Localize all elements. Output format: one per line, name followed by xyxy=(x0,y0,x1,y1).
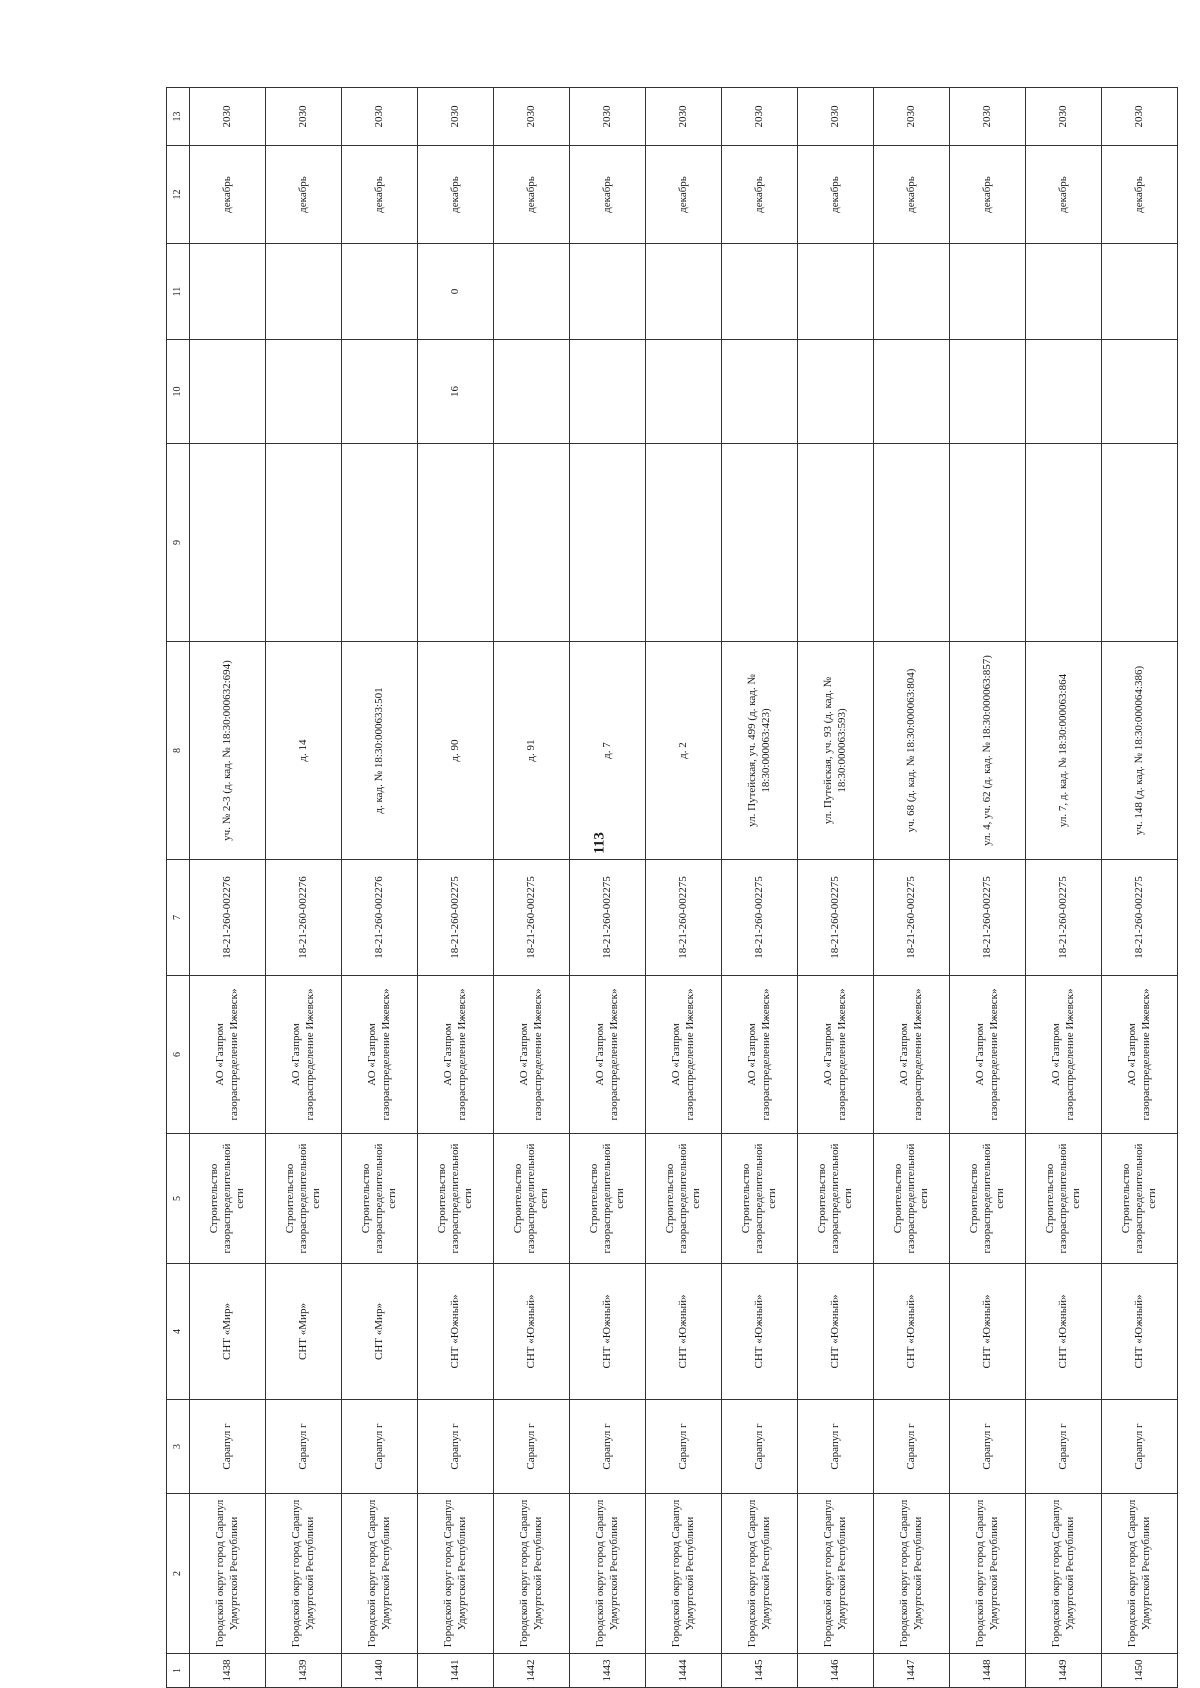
month-cell: декабрь xyxy=(798,146,874,244)
snt-cell: СНТ «Южный» xyxy=(1026,1264,1102,1400)
organization-cell: АО «Газпром газораспределение Ижевск» xyxy=(342,976,418,1134)
address-cell: д. 2 xyxy=(646,642,722,860)
row-number: 1438 xyxy=(190,1654,266,1688)
registry-code-cell: 18-21-260-002275 xyxy=(722,860,798,976)
column-10-cell xyxy=(570,340,646,444)
address-cell: уч. 68 (д. кад. № 18:30:000063:804) xyxy=(874,642,950,860)
city-cell: Сарапул г xyxy=(570,1400,646,1494)
column-10-cell xyxy=(266,340,342,444)
address-cell: д. кад. № 18:30:000633:501 xyxy=(342,642,418,860)
city-cell: Сарапул г xyxy=(874,1400,950,1494)
snt-cell: СНТ «Мир» xyxy=(342,1264,418,1400)
column-number-9: 9 xyxy=(167,444,190,642)
month-cell: декабрь xyxy=(190,146,266,244)
column-9-cell xyxy=(342,444,418,642)
column-9-cell xyxy=(950,444,1026,642)
table-row xyxy=(418,88,494,1688)
column-9-cell xyxy=(722,444,798,642)
address-cell: ул. Путейская, уч. 499 (д. кад. № 18:30:000063:423) xyxy=(722,642,798,860)
registry-code-cell: 18-21-260-002275 xyxy=(418,860,494,976)
column-number-2: 2 xyxy=(167,1494,190,1654)
district-cell: Городской округ город Сарапул Удмуртской Республики xyxy=(874,1494,950,1654)
work-type-cell: Строительство газораспределительной сети xyxy=(1102,1134,1178,1264)
district-cell: Городской округ город Сарапул Удмуртской Республики xyxy=(950,1494,1026,1654)
year-cell: 2030 xyxy=(722,88,798,146)
month-cell: декабрь xyxy=(494,146,570,244)
column-11-cell xyxy=(1026,244,1102,340)
district-cell: Городской округ город Сарапул Удмуртской Республики xyxy=(570,1494,646,1654)
month-cell: декабрь xyxy=(950,146,1026,244)
month-cell: декабрь xyxy=(722,146,798,244)
year-cell: 2030 xyxy=(950,88,1026,146)
column-9-cell xyxy=(874,444,950,642)
column-10-cell xyxy=(342,340,418,444)
district-cell: Городской округ город Сарапул Удмуртской Республики xyxy=(418,1494,494,1654)
snt-cell: СНТ «Южный» xyxy=(418,1264,494,1400)
address-cell: д. 91 xyxy=(494,642,570,860)
work-type-cell: Строительство газораспределительной сети xyxy=(646,1134,722,1264)
column-10-cell: 16 xyxy=(418,340,494,444)
column-9-cell xyxy=(798,444,874,642)
row-number: 1447 xyxy=(874,1654,950,1688)
year-cell: 2030 xyxy=(1102,88,1178,146)
snt-cell: СНТ «Южный» xyxy=(798,1264,874,1400)
table-container xyxy=(166,88,1178,1688)
registry-code-cell: 18-21-260-002275 xyxy=(874,860,950,976)
column-10-cell xyxy=(190,340,266,444)
column-10-cell xyxy=(1102,340,1178,444)
column-11-cell xyxy=(950,244,1026,340)
table-row xyxy=(342,88,418,1688)
city-cell: Сарапул г xyxy=(646,1400,722,1494)
registry-code-cell: 18-21-260-002275 xyxy=(1102,860,1178,976)
organization-cell: АО «Газпром газораспределение Ижевск» xyxy=(1102,976,1178,1134)
table-row xyxy=(950,88,1026,1688)
year-cell: 2030 xyxy=(342,88,418,146)
organization-cell: АО «Газпром газораспределение Ижевск» xyxy=(950,976,1026,1134)
month-cell: декабрь xyxy=(1026,146,1102,244)
address-cell: д. 14 xyxy=(266,642,342,860)
column-11-cell xyxy=(798,244,874,340)
address-cell: уч. № 2-3 (д. кад. № 18:30:000632:694) xyxy=(190,642,266,860)
month-cell: декабрь xyxy=(570,146,646,244)
column-10-cell xyxy=(494,340,570,444)
year-cell: 2030 xyxy=(190,88,266,146)
work-type-cell: Строительство газораспределительной сети xyxy=(342,1134,418,1264)
work-type-cell: Строительство газораспределительной сети xyxy=(418,1134,494,1264)
row-number: 1444 xyxy=(646,1654,722,1688)
column-11-cell xyxy=(266,244,342,340)
month-cell: декабрь xyxy=(1102,146,1178,244)
column-11-cell xyxy=(570,244,646,340)
row-number: 1441 xyxy=(418,1654,494,1688)
work-type-cell: Строительство газораспределительной сети xyxy=(1026,1134,1102,1264)
registry-code-cell: 18-21-260-002276 xyxy=(266,860,342,976)
table-body xyxy=(190,88,1178,1688)
year-cell: 2030 xyxy=(266,88,342,146)
snt-cell: СНТ «Южный» xyxy=(494,1264,570,1400)
organization-cell: АО «Газпром газораспределение Ижевск» xyxy=(646,976,722,1134)
table-row xyxy=(1026,88,1102,1688)
organization-cell: АО «Газпром газораспределение Ижевск» xyxy=(266,976,342,1134)
row-number: 1450 xyxy=(1102,1654,1178,1688)
column-number-11: 11 xyxy=(167,244,190,340)
column-11-cell xyxy=(722,244,798,340)
organization-cell: АО «Газпром газораспределение Ижевск» xyxy=(798,976,874,1134)
snt-cell: СНТ «Мир» xyxy=(266,1264,342,1400)
work-type-cell: Строительство газораспределительной сети xyxy=(266,1134,342,1264)
column-11-cell xyxy=(646,244,722,340)
work-type-cell: Строительство газораспределительной сети xyxy=(874,1134,950,1264)
registry-code-cell: 18-21-260-002275 xyxy=(570,860,646,976)
snt-cell: СНТ «Южный» xyxy=(646,1264,722,1400)
year-cell: 2030 xyxy=(798,88,874,146)
column-11-cell xyxy=(874,244,950,340)
month-cell: декабрь xyxy=(418,146,494,244)
column-10-cell xyxy=(798,340,874,444)
column-9-cell xyxy=(190,444,266,642)
city-cell: Сарапул г xyxy=(418,1400,494,1494)
row-number: 1439 xyxy=(266,1654,342,1688)
organization-cell: АО «Газпром газораспределение Ижевск» xyxy=(570,976,646,1134)
work-type-cell: Строительство газораспределительной сети xyxy=(190,1134,266,1264)
organization-cell: АО «Газпром газораспределение Ижевск» xyxy=(494,976,570,1134)
column-9-cell xyxy=(1102,444,1178,642)
column-number-13: 13 xyxy=(167,88,190,146)
column-10-cell xyxy=(722,340,798,444)
column-9-cell xyxy=(1026,444,1102,642)
column-9-cell xyxy=(646,444,722,642)
district-cell: Городской округ город Сарапул Удмуртской Республики xyxy=(722,1494,798,1654)
city-cell: Сарапул г xyxy=(722,1400,798,1494)
address-cell: д. 7 xyxy=(570,642,646,860)
year-cell: 2030 xyxy=(494,88,570,146)
address-cell: ул. 7, д. кад. № 18:30:000063:864 xyxy=(1026,642,1102,860)
organization-cell: АО «Газпром газораспределение Ижевск» xyxy=(874,976,950,1134)
table-row xyxy=(646,88,722,1688)
city-cell: Сарапул г xyxy=(1026,1400,1102,1494)
work-type-cell: Строительство газораспределительной сети xyxy=(570,1134,646,1264)
month-cell: декабрь xyxy=(874,146,950,244)
registry-code-cell: 18-21-260-002275 xyxy=(950,860,1026,976)
snt-cell: СНТ «Южный» xyxy=(950,1264,1026,1400)
column-number-10: 10 xyxy=(167,340,190,444)
column-10-cell xyxy=(646,340,722,444)
organization-cell: АО «Газпром газораспределение Ижевск» xyxy=(190,976,266,1134)
table-row xyxy=(570,88,646,1688)
city-cell: Сарапул г xyxy=(266,1400,342,1494)
column-9-cell xyxy=(418,444,494,642)
district-cell: Городской округ город Сарапул Удмуртской Республики xyxy=(190,1494,266,1654)
column-number-7: 7 xyxy=(167,860,190,976)
column-number-12: 12 xyxy=(167,146,190,244)
organization-cell: АО «Газпром газораспределение Ижевск» xyxy=(722,976,798,1134)
month-cell: декабрь xyxy=(646,146,722,244)
snt-cell: СНТ «Южный» xyxy=(570,1264,646,1400)
column-number-4: 4 xyxy=(167,1264,190,1400)
column-number-8: 8 xyxy=(167,642,190,860)
column-10-cell xyxy=(1026,340,1102,444)
registry-code-cell: 18-21-260-002276 xyxy=(190,860,266,976)
row-number: 1449 xyxy=(1026,1654,1102,1688)
organization-cell: АО «Газпром газораспределение Ижевск» xyxy=(418,976,494,1134)
year-cell: 2030 xyxy=(646,88,722,146)
table-row xyxy=(494,88,570,1688)
column-number-row xyxy=(167,88,190,1688)
snt-cell: СНТ «Южный» xyxy=(1102,1264,1178,1400)
city-cell: Сарапул г xyxy=(1102,1400,1178,1494)
table-header xyxy=(167,88,190,1688)
column-number-6: 6 xyxy=(167,976,190,1134)
page-number: 113 xyxy=(591,832,608,854)
table-row xyxy=(190,88,266,1688)
year-cell: 2030 xyxy=(1026,88,1102,146)
column-10-cell xyxy=(874,340,950,444)
month-cell: декабрь xyxy=(342,146,418,244)
column-11-cell xyxy=(342,244,418,340)
row-number: 1442 xyxy=(494,1654,570,1688)
column-9-cell xyxy=(266,444,342,642)
city-cell: Сарапул г xyxy=(950,1400,1026,1494)
column-number-1: 1 xyxy=(167,1654,190,1688)
organization-cell: АО «Газпром газораспределение Ижевск» xyxy=(1026,976,1102,1134)
city-cell: Сарапул г xyxy=(342,1400,418,1494)
row-number: 1445 xyxy=(722,1654,798,1688)
registry-code-cell: 18-21-260-002276 xyxy=(342,860,418,976)
table-row xyxy=(798,88,874,1688)
row-number: 1440 xyxy=(342,1654,418,1688)
city-cell: Сарапул г xyxy=(190,1400,266,1494)
city-cell: Сарапул г xyxy=(494,1400,570,1494)
work-type-cell: Строительство газораспределительной сети xyxy=(798,1134,874,1264)
registry-code-cell: 18-21-260-002275 xyxy=(798,860,874,976)
table-row xyxy=(1102,88,1178,1688)
registry-code-cell: 18-21-260-002275 xyxy=(646,860,722,976)
row-number: 1446 xyxy=(798,1654,874,1688)
snt-cell: СНТ «Мир» xyxy=(190,1264,266,1400)
table-row xyxy=(266,88,342,1688)
district-cell: Городской округ город Сарапул Удмуртской Республики xyxy=(646,1494,722,1654)
column-10-cell xyxy=(950,340,1026,444)
district-cell: Городской округ город Сарапул Удмуртской Республики xyxy=(342,1494,418,1654)
year-cell: 2030 xyxy=(570,88,646,146)
registry-code-cell: 18-21-260-002275 xyxy=(1026,860,1102,976)
district-cell: Городской округ город Сарапул Удмуртской Республики xyxy=(1102,1494,1178,1654)
column-11-cell xyxy=(494,244,570,340)
column-11-cell xyxy=(190,244,266,340)
snt-cell: СНТ «Южный» xyxy=(722,1264,798,1400)
address-cell: ул. Путейская, уч. 93 (д. кад. № 18:30:000063:593) xyxy=(798,642,874,860)
table-row xyxy=(874,88,950,1688)
registry-table xyxy=(166,87,1178,1688)
column-9-cell xyxy=(494,444,570,642)
city-cell: Сарапул г xyxy=(798,1400,874,1494)
row-number: 1448 xyxy=(950,1654,1026,1688)
work-type-cell: Строительство газораспределительной сети xyxy=(950,1134,1026,1264)
year-cell: 2030 xyxy=(418,88,494,146)
column-9-cell xyxy=(570,444,646,642)
work-type-cell: Строительство газораспределительной сети xyxy=(722,1134,798,1264)
district-cell: Городской округ город Сарапул Удмуртской Республики xyxy=(266,1494,342,1654)
row-number: 1443 xyxy=(570,1654,646,1688)
column-number-3: 3 xyxy=(167,1400,190,1494)
address-cell: д. 90 xyxy=(418,642,494,860)
registry-code-cell: 18-21-260-002275 xyxy=(494,860,570,976)
district-cell: Городской округ город Сарапул Удмуртской Республики xyxy=(494,1494,570,1654)
month-cell: декабрь xyxy=(266,146,342,244)
district-cell: Городской округ город Сарапул Удмуртской Республики xyxy=(1026,1494,1102,1654)
column-11-cell xyxy=(1102,244,1178,340)
year-cell: 2030 xyxy=(874,88,950,146)
column-number-5: 5 xyxy=(167,1134,190,1264)
address-cell: ул. 4, уч. 62 (д. кад. № 18:30:000063:857) xyxy=(950,642,1026,860)
table-row xyxy=(722,88,798,1688)
work-type-cell: Строительство газораспределительной сети xyxy=(494,1134,570,1264)
column-11-cell: 0 xyxy=(418,244,494,340)
snt-cell: СНТ «Южный» xyxy=(874,1264,950,1400)
address-cell: уч. 148 (д. кад. № 18:30:000064:386) xyxy=(1102,642,1178,860)
district-cell: Городской округ город Сарапул Удмуртской Республики xyxy=(798,1494,874,1654)
